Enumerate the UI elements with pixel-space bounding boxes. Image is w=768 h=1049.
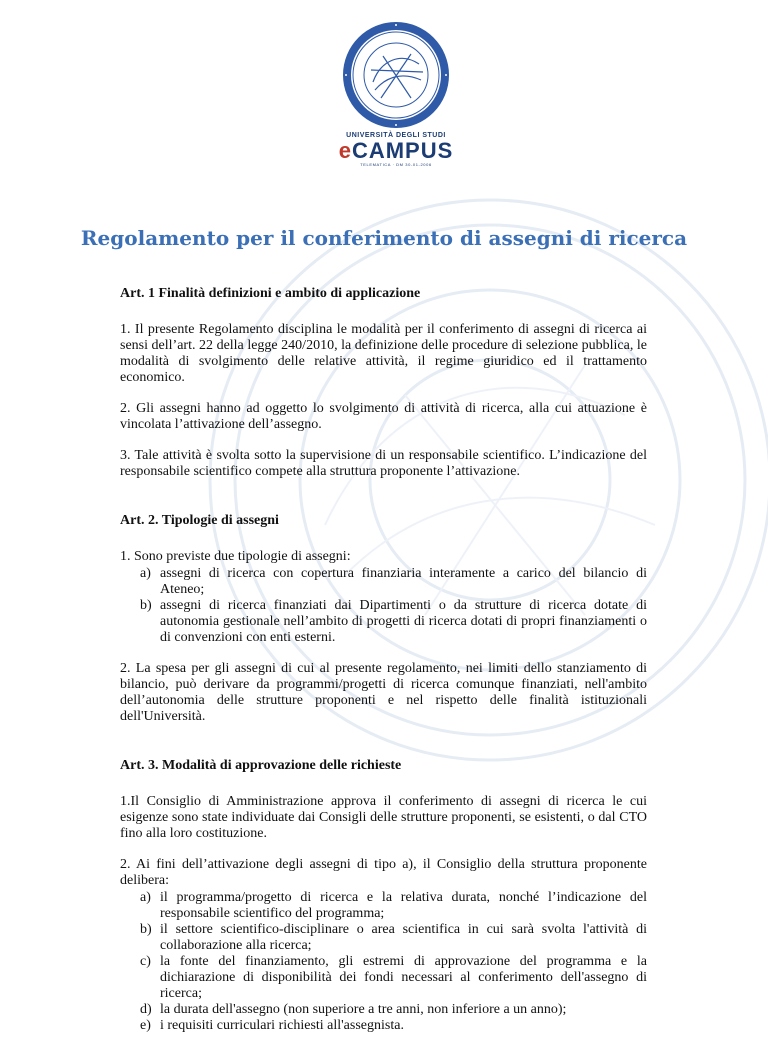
article-3-heading: Art. 3. Modalità di approvazione delle richieste bbox=[120, 758, 402, 773]
university-logo bbox=[336, 20, 456, 165]
article-3-paragraph-2: 2. Ai fini dell’attivazione degli assegni di tipo a), il Consiglio della struttura proponente delibera: bbox=[120, 857, 647, 888]
list-item: a) il programma/progetto di ricerca e la relativa durata, nonché l’indicazione del responsabile scientifico del programma; bbox=[140, 890, 647, 921]
document-title: Regolamento per il conferimento di assegni di ricerca bbox=[80, 226, 688, 250]
article-2-paragraph-1: 1. Sono previste due tipologie di assegni: bbox=[120, 549, 351, 564]
logo-brand bbox=[336, 140, 456, 162]
list-item: d) la durata dell'assegno (non superiore a tre anni, non inferiore a un anno); bbox=[140, 1002, 567, 1017]
logo-tagline: TELEMATICA · DM 30-01-2006 bbox=[360, 162, 432, 167]
list-item: a) assegni di ricerca con copertura finanziaria interamente a carico del bilancio di Ateneo; bbox=[140, 566, 647, 597]
university-seal-icon bbox=[341, 20, 451, 130]
logo-brand-e: e bbox=[338, 138, 352, 163]
article-2-list bbox=[120, 566, 647, 646]
article-1-paragraph-2: 2. Gli assegni hanno ad oggetto lo svolgimento di attività di ricerca, alla cui attuazione è vincolata l’attivazione dell’assegno. bbox=[120, 401, 647, 432]
document-body bbox=[120, 286, 647, 1049]
article-1-heading: Art. 1 Finalità definizioni e ambito di applicazione bbox=[120, 286, 421, 301]
article-1-paragraph-1: 1. Il presente Regolamento disciplina le modalità per il conferimento di assegni di ricerca ai sensi dell’art. 22 della legge 240/2010, la definizione delle procedure di selezione pubblica, le modalità di svolgimento delle relative attività, il regime giuridico ed il trattamento economico. bbox=[120, 322, 647, 385]
article-3-paragraph-1: 1.Il Consiglio di Amministrazione approva il conferimento di assegni di ricerca le cui esigenze sono state individuate dai Consigli delle strutture proponenti, se esistenti, o dal CTO fino alla loro costituzione. bbox=[120, 794, 647, 841]
list-item: e) i requisiti curriculari richiesti all'assegnista. bbox=[140, 1018, 404, 1033]
logo-university-text: UNIVERSITÀ DEGLI STUDI bbox=[346, 132, 446, 139]
article-2-heading: Art. 2. Tipologie di assegni bbox=[120, 513, 279, 528]
logo-brand-rest: CAMPUS bbox=[351, 138, 454, 163]
article-2-paragraph-2: 2. La spesa per gli assegni di cui al presente regolamento, nei limiti dello stanziamento di bilancio, può derivare da programmi/progetti di ricerca comunque finanziati, nell'ambito dell’autonomia delle strutture proponenti e nel rispetto delle finalità istituzionali dell'Università. bbox=[120, 661, 647, 724]
article-3-list bbox=[120, 890, 647, 1034]
list-item: b) il settore scientifico-disciplinare o area scientifica in cui sarà svolta l'attività di collaborazione alla ricerca; bbox=[140, 922, 647, 953]
list-item: b) assegni di ricerca finanziati dai Dipartimenti o da strutture di ricerca dotate di autonomia gestionale nell’ambito di progetti di ricerca dotati di propri finanziamenti o di convenzioni con enti esterni. bbox=[140, 598, 647, 645]
article-1-paragraph-3: 3. Tale attività è svolta sotto la supervisione di un responsabile scientifico. L’indicazione del responsabile scientifico compete alla struttura proponente l’attivazione. bbox=[120, 448, 647, 479]
list-item: c) la fonte del finanziamento, gli estremi di approvazione del programma e la dichiarazione di disponibilità dei fondi necessari al conferimento dell'assegno di ricerca; bbox=[140, 954, 647, 1001]
